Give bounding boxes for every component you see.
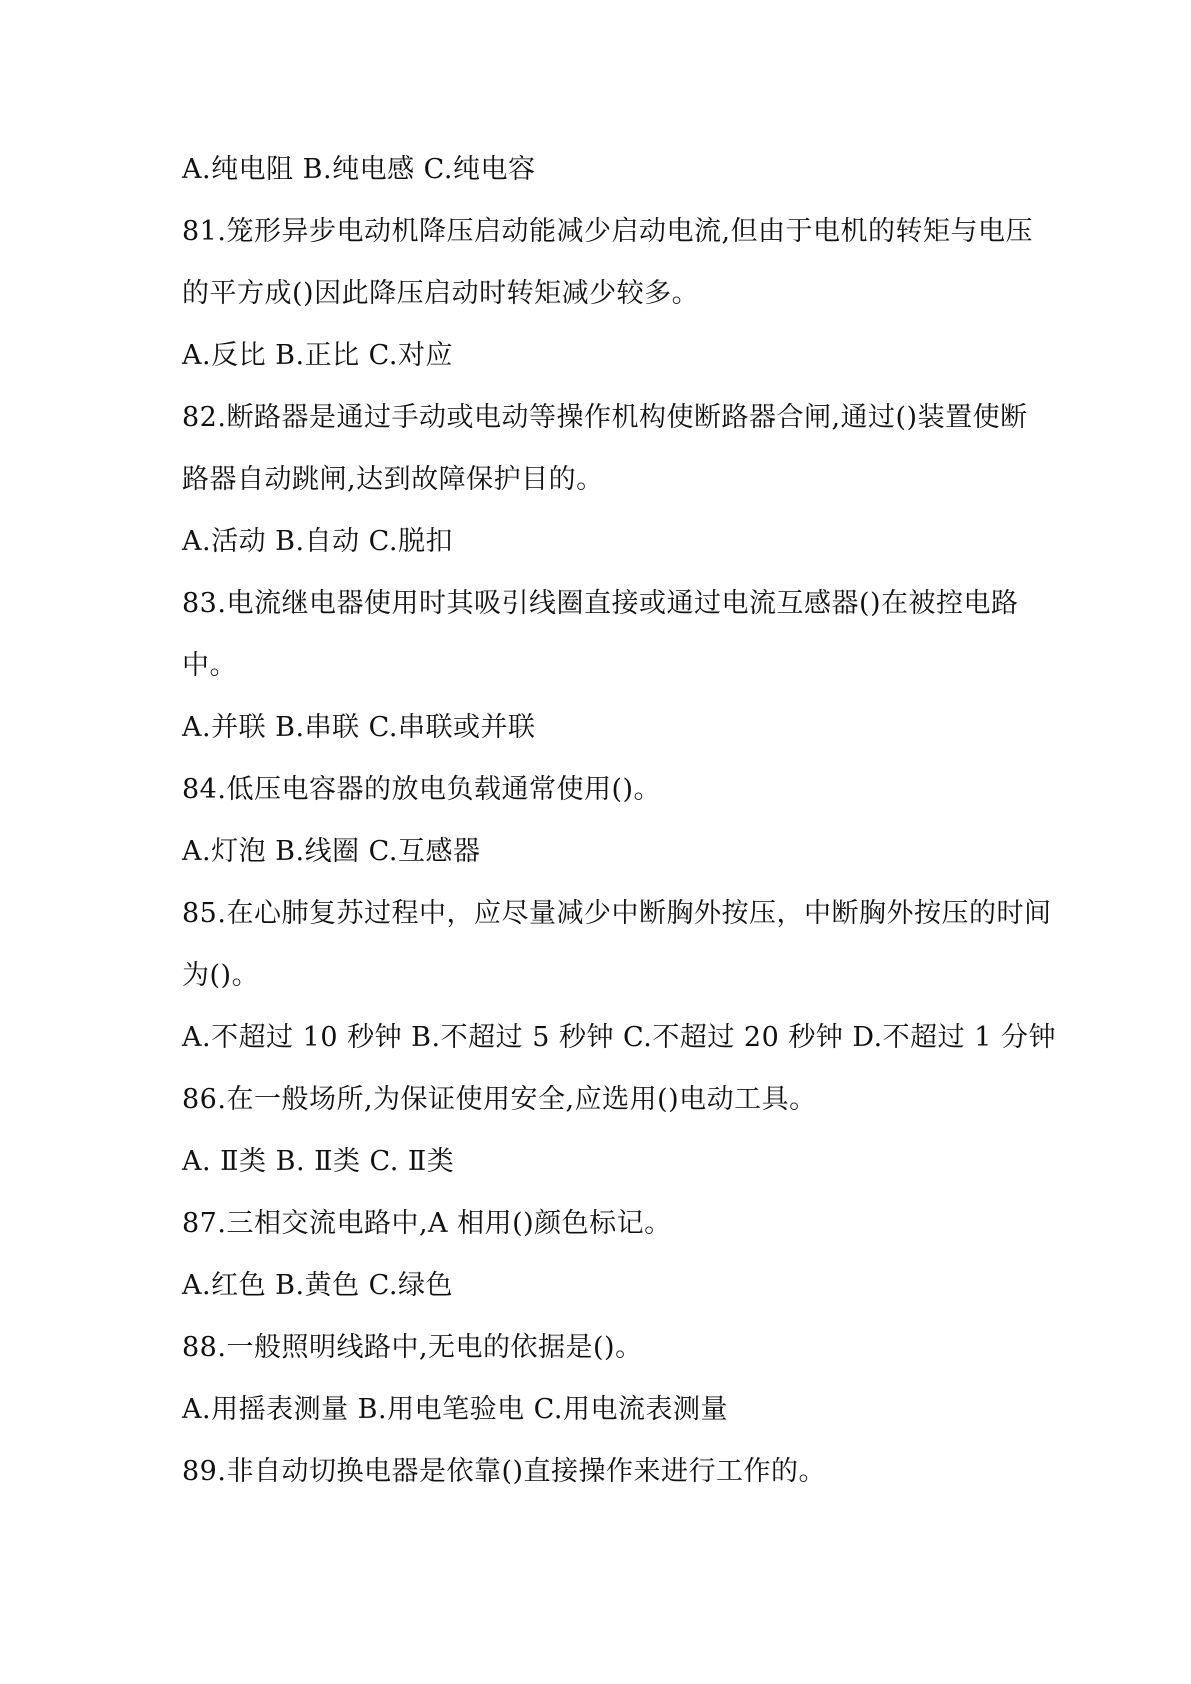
question-line: 88.一般照明线路中,无电的依据是()。 <box>182 1332 643 1363</box>
question-line: 86.在一般场所,为保证使用安全,应选用()电动工具。 <box>182 1084 817 1115</box>
answer-options-line: A.活动 B.自动 C.脱扣 <box>182 526 453 557</box>
answer-options-line: A.反比 B.正比 C.对应 <box>182 340 453 371</box>
answer-options-line: A. Ⅱ类 B. Ⅱ类 C. Ⅱ类 <box>182 1146 455 1177</box>
answer-options-line: A.不超过 10 秒钟 B.不超过 5 秒钟 C.不超过 20 秒钟 D.不超过 1 分钟 <box>182 1022 1057 1053</box>
question-continuation-line: 的平方成()因此降压启动时转矩减少较多。 <box>182 278 700 309</box>
document-content <box>182 150 1057 1514</box>
question-line: 87.三相交流电路中,A 相用()颜色标记。 <box>182 1208 672 1239</box>
question-continuation-line: 路器自动跳闸,达到故障保护目的。 <box>182 464 604 495</box>
answer-options-line: A.用摇表测量 B.用电笔验电 C.用电流表测量 <box>182 1394 728 1425</box>
question-line: 81.笼形异步电动机降压启动能减少启动电流,但由于电机的转矩与电压 <box>182 216 1034 247</box>
question-line: 85.在心肺复苏过程中，应尽量减少中断胸外按压，中断胸外按压的时间 <box>182 898 1052 929</box>
answer-options-line: A.红色 B.黄色 C.绿色 <box>182 1270 453 1301</box>
question-line: 83.电流继电器使用时其吸引线圈直接或通过电流互感器()在被控电路 <box>182 588 1019 619</box>
answer-options-line: A.并联 B.串联 C.串联或并联 <box>182 712 536 743</box>
question-line: 82.断路器是通过手动或电动等操作机构使断路器合闸,通过()装置使断 <box>182 402 1028 433</box>
question-line: 89.非自动切换电器是依靠()直接操作来进行工作的。 <box>182 1456 827 1487</box>
answer-options-line: A.灯泡 B.线圈 C.互感器 <box>182 836 481 867</box>
question-line: 84.低压电容器的放电负载通常使用()。 <box>182 774 662 805</box>
question-continuation-line: 为()。 <box>182 960 260 991</box>
question-continuation-line: 中。 <box>182 650 237 681</box>
answer-options-line: A.纯电阻 B.纯电感 C.纯电容 <box>182 154 536 185</box>
